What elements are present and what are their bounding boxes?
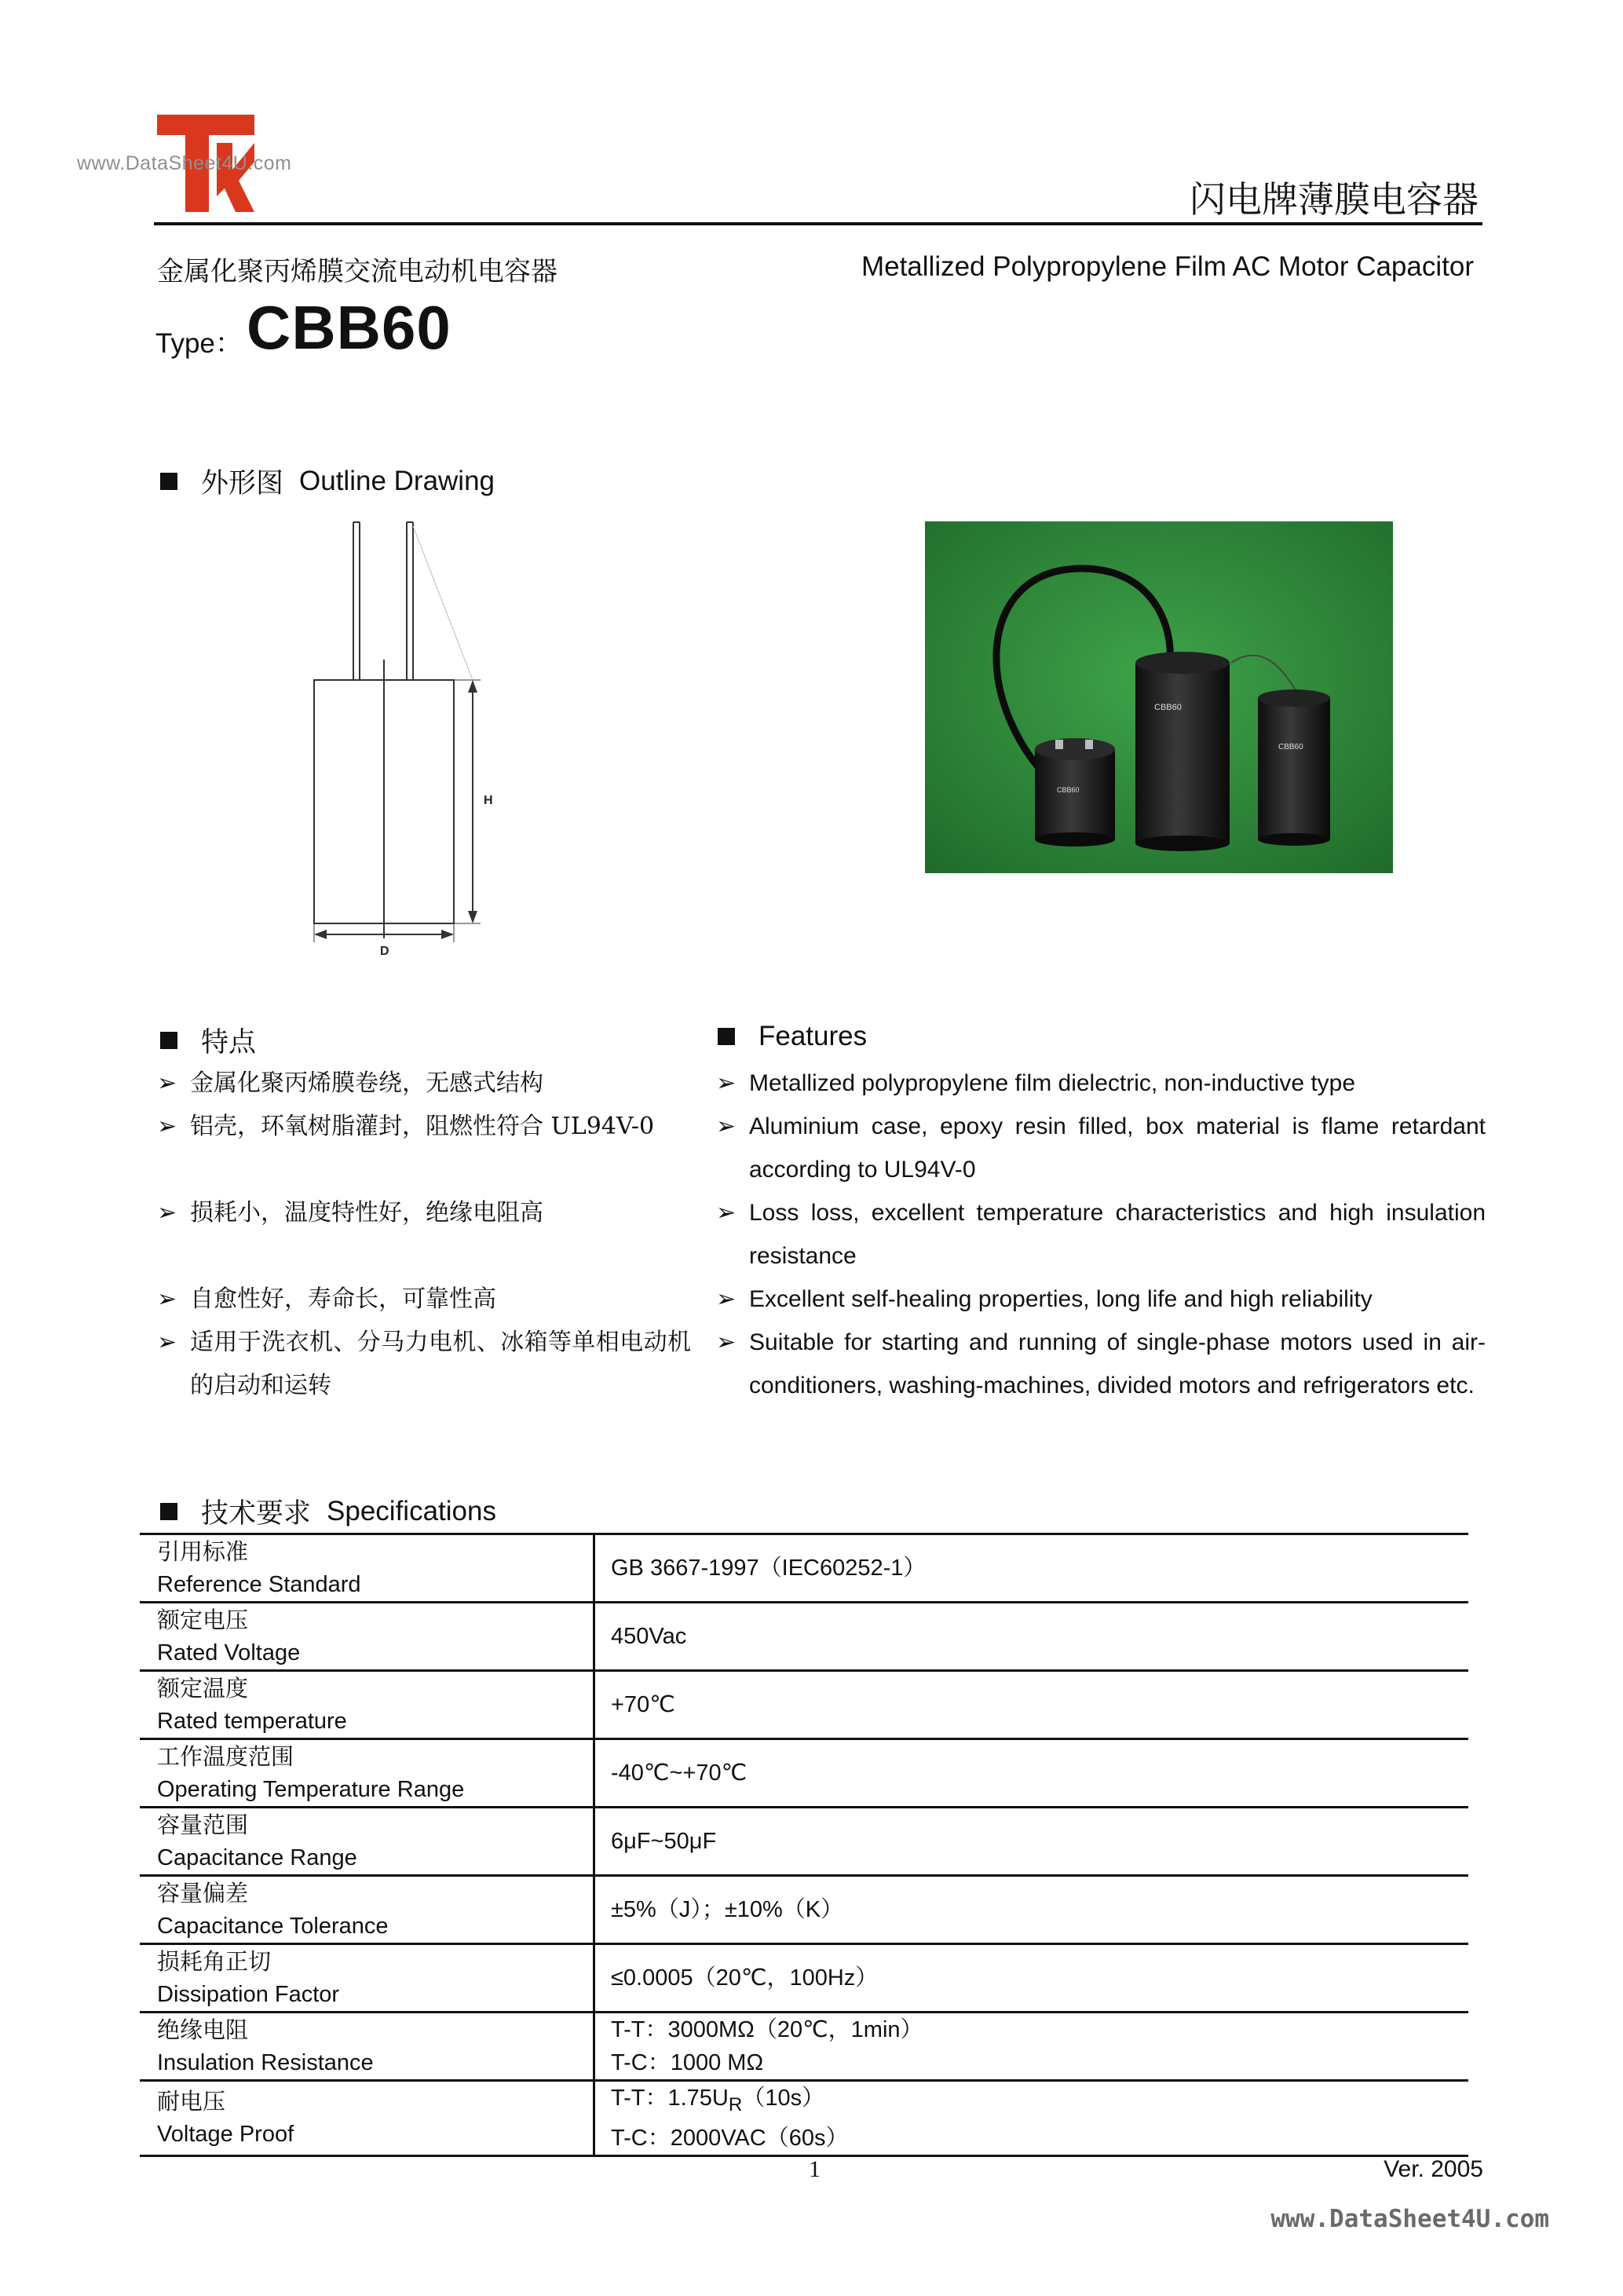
- list-item: ➢ Metallized polypropylene film dielectric, non-inductive type: [716, 1062, 1486, 1105]
- square-bullet-icon: [160, 473, 177, 490]
- square-bullet-icon: [718, 1028, 735, 1045]
- table-row: 耐电压 Voltage Proof T-T：$1.75U_R(10s)$ T-C：2000VAC（60s）: [140, 2081, 1468, 2156]
- outline-drawing: [298, 510, 534, 966]
- arrow-bullet-icon: ➢: [157, 1285, 177, 1313]
- features-list-cn: [157, 1062, 691, 1407]
- product-title-cn: 金属化聚丙烯膜交流电动机电容器: [157, 256, 557, 287]
- arrow-bullet-icon: ➢: [716, 1286, 737, 1312]
- table-row: 额定温度 Rated temperature +70℃: [140, 1671, 1468, 1739]
- dimension-h-label: H: [484, 794, 493, 807]
- table-row: 容量范围 Capacitance Range 6μF~50μF: [140, 1808, 1468, 1876]
- outline-heading: [160, 462, 495, 501]
- table-row: 绝缘电阻 Insulation Resistance T-T：3000MΩ（20℃，1min） T-C：1000 MΩ: [140, 2013, 1468, 2081]
- spec-table: [140, 1533, 1468, 2157]
- square-bullet-icon: [160, 1032, 177, 1049]
- features-heading-en: [718, 1021, 867, 1052]
- list-item: ➢ Loss loss, excellent temperature characteristics and high insulation resistance: [716, 1191, 1486, 1278]
- type-label: Type：: [155, 328, 243, 359]
- table-row: 损耗角正切 Dissipation Factor ≤0.0005（20℃，100Hz）: [140, 1944, 1468, 2013]
- table-row: 容量偏差 Capacitance Tolerance ±5%（J）；±10%（K）: [140, 1876, 1468, 1944]
- features-heading-en-text: Features: [758, 1021, 868, 1051]
- dimension-d-label: D: [380, 945, 389, 958]
- arrow-bullet-icon: ➢: [716, 1113, 737, 1139]
- page-number: 1: [809, 2156, 821, 2182]
- list-item: ➢ 铝壳，环氧树脂灌封，阻燃性符合 UL94V-0: [157, 1105, 691, 1148]
- list-item: ➢ 适用于洗衣机、分马力电机、冰箱等单相电动机的启动和运转: [157, 1321, 691, 1407]
- header-divider: [154, 222, 1482, 225]
- features-heading-cn-text: 特点: [201, 1027, 257, 1058]
- list-item: ➢ 金属化聚丙烯膜卷绕，无感式结构: [157, 1062, 691, 1105]
- specs-heading: [160, 1492, 496, 1531]
- arrow-bullet-icon: ➢: [716, 1329, 737, 1355]
- watermark-footer: www.DataSheet4U.com: [1270, 2205, 1549, 2233]
- watermark-text: www.DataSheet4U.com: [77, 152, 292, 174]
- arrow-bullet-icon: ➢: [716, 1070, 737, 1096]
- table-row: 工作温度范围 Operating Temperature Range -40℃~+70℃: [140, 1739, 1468, 1808]
- arrow-bullet-icon: ➢: [157, 1329, 177, 1356]
- photo-label-squat: CBB60: [1057, 786, 1080, 794]
- outline-heading-en: Outline Drawing: [299, 466, 495, 496]
- specs-heading-en: Specifications: [327, 1496, 496, 1526]
- capacitor-photo: [925, 521, 1393, 873]
- version-label: Ver. 2005: [1384, 2156, 1483, 2182]
- arrow-bullet-icon: ➢: [157, 1113, 177, 1140]
- square-bullet-icon: [160, 1503, 177, 1520]
- brand-title: 闪电牌薄膜电容器: [1190, 178, 1479, 221]
- specs-heading-cn: 技术要求: [201, 1498, 312, 1530]
- table-row: 引用标准 Reference Standard GB 3667-1997（IEC60252-1）: [140, 1534, 1468, 1603]
- features-heading-cn: [160, 1021, 256, 1060]
- list-item: ➢ Excellent self-healing properties, long life and high reliability: [716, 1278, 1486, 1321]
- outline-heading-cn: 外形图: [201, 468, 284, 499]
- arrow-bullet-icon: ➢: [716, 1200, 737, 1226]
- photo-label-small: CBB60: [1278, 743, 1303, 751]
- features-list-en: [716, 1062, 1486, 1407]
- list-item: ➢ Aluminium case, epoxy resin filled, box material is flame retardant according to UL94V-0: [716, 1105, 1486, 1191]
- list-item: ➢ Suitable for starting and running of single-phase motors used in air-conditioners, washing-machines, divided motors and refrigerators etc.: [716, 1321, 1486, 1407]
- photo-label-large: CBB60: [1154, 703, 1182, 712]
- arrow-bullet-icon: ➢: [157, 1199, 177, 1227]
- table-row: 额定电压 Rated Voltage 450Vac: [140, 1603, 1468, 1671]
- type-value: CBB60: [247, 293, 451, 362]
- product-title-en: Metallized Polypropylene Film AC Motor Capacitor: [861, 251, 1474, 282]
- list-item: ➢ 损耗小，温度特性好，绝缘电阻高: [157, 1191, 691, 1234]
- list-item: ➢ 自愈性好，寿命长，可靠性高: [157, 1278, 691, 1321]
- arrow-bullet-icon: ➢: [157, 1069, 177, 1097]
